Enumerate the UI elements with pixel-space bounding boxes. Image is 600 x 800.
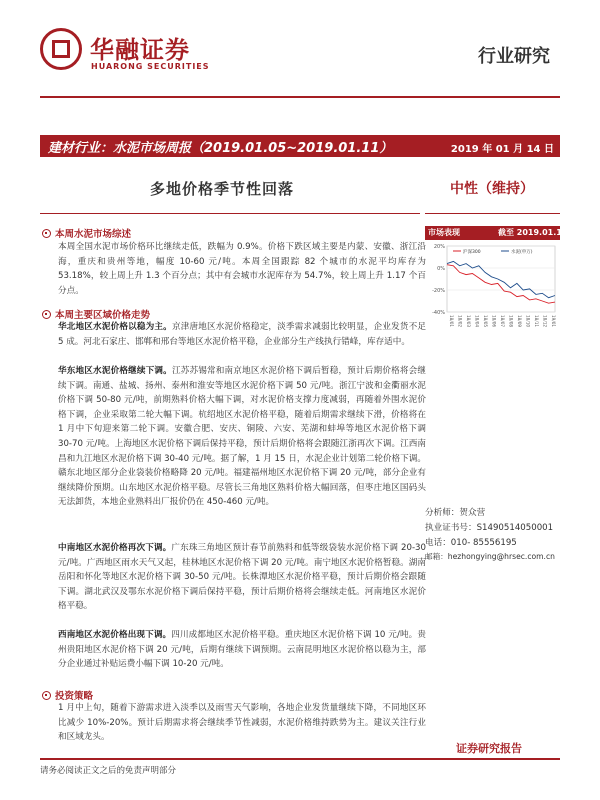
brand-name-en: HUARONG SECURITIES (91, 62, 210, 71)
y-tick-label: 20% (433, 244, 445, 250)
report-title: 建材行业：水泥市场周报（2019.01.05~2019.01.11） (48, 141, 393, 156)
lead-southwest: 西南地区水泥价格出现下调。 (58, 630, 172, 640)
x-tick-label: 18/08 (508, 315, 514, 328)
section-heading-text: 投资策略 (55, 691, 94, 702)
strategy-paragraph: 1 月中上旬，随着下游需求进入淡季以及雨雪天气影响，各地企业发货量继续下降，不同地区环比减少 10%-20%。预计后期需求将会继续季节性减弱，水泥价格维持跌势为主。建议关注行业和区域龙头。 (58, 703, 426, 743)
section-heading-regional (42, 307, 150, 321)
y-tick-label: -40% (432, 310, 445, 316)
text-central-south: 广东珠三角地区预计春节前熟料和低等级袋装水泥价格下调 20-30 元/吨。广西地区雨水天气又起，桂林地区水泥价格下调 20 元/吨。南宁地区水泥价格暂稳。湖南岳阳和怀化等地区水泥价格下调 30-50 元/吨。长株潭地区水泥价格平稳，预计后期价格会跟随下调。湖北武汉及鄂东水泥价格下调后保持平稳，预计后期价格将会继续走低。河南地区水泥价格平稳。 (58, 543, 426, 612)
logo-icon (40, 28, 82, 70)
section-heading-summary (42, 226, 131, 240)
lead-central-south: 中南地区水泥价格再次下调。 (58, 543, 172, 553)
legend-label: 水泥(申万) (511, 250, 533, 255)
lead-east: 华东地区水泥价格继续下调。 (58, 366, 172, 376)
report-date: 2019 年 01 月 14 日 (450, 144, 554, 155)
y-tick-label: -20% (432, 288, 445, 294)
disclaimer: 请务必阅读正文之后的免责声明部分 (40, 766, 177, 776)
x-tick-label: 18/10 (525, 315, 531, 328)
market-performance-chart (425, 240, 560, 340)
as-of-date: 截至 2019.01.11 (498, 228, 568, 237)
x-tick-label: 18/06 (491, 315, 497, 328)
section-heading-text: 本周水泥市场综述 (55, 229, 132, 240)
analyst-row (425, 506, 565, 518)
paragraph-central-south (58, 541, 426, 614)
text-north: 京津唐地区水泥价格稳定，淡季需求减弱比较明显，企业发货不足 5 成。河北石家庄、邯郸和邢台等地区水泥价格平稳，企业部分生产线执行错峰，库存适中。 (58, 322, 426, 347)
series-line-1 (447, 265, 555, 304)
paragraph-north (58, 320, 426, 349)
phone-number: 010- 85556195 (450, 538, 517, 548)
text-southwest: 四川成都地区水泥价格平稳。重庆地区水泥价格下调 10 元/吨。贵州贵阳地区水泥价格下调 20 元/吨，后期有继续下调预期。云南昆明地区水泥价格以稳为主，部分企业通过补贴运费小幅下调 10-20 元/吨。 (58, 630, 426, 670)
main-title: 多地价格季节性回落 (150, 180, 295, 198)
paragraph-east (58, 364, 426, 510)
brand-name: 华融证券 (90, 36, 190, 64)
footer-divider (40, 758, 560, 760)
bullet-icon (42, 310, 51, 319)
analyst-label: 分析师： (425, 508, 460, 518)
market-performance-label: 市场表现 (428, 228, 460, 237)
rating: 中性（维持） (450, 181, 534, 197)
x-tick-label: 18/09 (517, 315, 522, 328)
header-divider (40, 96, 560, 98)
lead-north: 华北地区水泥价格以稳为主。 (58, 322, 172, 332)
email-address[interactable]: hezhongying@hrsec.com.cn (447, 552, 555, 561)
text-east: 江苏苏锡常和南京地区水泥价格下调后暂稳，预计后期价格将会继续下调。南通、盐城、扬州、泰州和淮安等地区水泥价格下调 50 元/吨。浙江宁波和金衢丽水泥价格下调 50-80 元/吨，前期熟料价格大幅下调，对水泥价格支撑力度减弱，再随着外围水泥价格下调，企业采取第二轮大幅下调。杭绍地区水泥价格平稳，随着后期需求继续下滑，价格将在 1 月中下旬迎来第二轮下调。安徽合肥、安庆、铜陵、六安、芜湖和蚌埠等地区水泥价格下调 30-70 元/吨。上海地区水泥价格下调后保持平稳，预计后期价格将会跟随江浙再次下调。江西南昌和九江地区水泥价格下调 30-40 元/吨。据了解，1 月 15 日，水泥企业计划第二轮价格下调。赣东北地区部分企业袋装价格略降 20 元/吨。福建福州地区水泥价格下调 20 元/吨，部分企业有继续降价预期。山东地区水泥价格平稳。尽管长三角地区熟料价格大幅回落，但枣庄地区国码头无法卸货，本地企业熟料出厂报价仍在 450-460 元/吨。 (58, 366, 426, 508)
cert-row (425, 521, 565, 533)
x-tick-label: 18/01 (449, 315, 454, 328)
email-label: 邮箱： (425, 552, 448, 561)
summary-paragraph: 本周全国水泥市场价格环比继续走低，跌幅为 0.9%。价格下跌区域主要是内蒙、安徽、浙江沿海，重庆和贵州等地，幅度 10-60 元/吨。本周全国跟踪 82 个城市的水泥平均库存为 53.18%，较上周上升 1.3 个百分点；其中有会城市水泥库存为 54.7%，较上周上升 1.17 个百分点。 (58, 242, 426, 296)
legend-label: 沪深300 (463, 250, 481, 255)
email-row (425, 551, 565, 562)
chart-frame (447, 246, 555, 312)
phone-label: 电话： (425, 538, 451, 548)
x-tick-label: 18/12 (542, 315, 548, 328)
x-tick-label: 18/11 (534, 315, 539, 328)
x-tick-label: 18/02 (457, 315, 463, 328)
title-divider-right (425, 213, 560, 214)
x-tick-label: 18/04 (474, 315, 480, 328)
bullet-icon (42, 691, 51, 700)
section-heading-text: 本周主要区域价格走势 (55, 310, 151, 321)
y-tick-label: 0% (437, 266, 445, 272)
cert-number: S1490514050001 (476, 523, 554, 533)
section-heading-strategy (42, 688, 93, 702)
x-tick-label: 18/05 (483, 315, 488, 328)
x-tick-label: 18/07 (500, 315, 505, 328)
paragraph-southwest (58, 628, 426, 672)
bullet-icon (42, 229, 51, 238)
title-divider-left (40, 213, 420, 214)
analyst-name: 贺众营 (459, 508, 486, 518)
x-tick-label: 18/03 (466, 315, 471, 328)
section-label: 行业研究 (478, 46, 550, 67)
phone-row (425, 536, 565, 548)
series-line-2 (447, 261, 555, 297)
x-tick-label: 19/01 (551, 315, 556, 328)
report-type-label: 证券研究报告 (456, 742, 522, 755)
cert-label: 执业证书号： (425, 523, 477, 533)
